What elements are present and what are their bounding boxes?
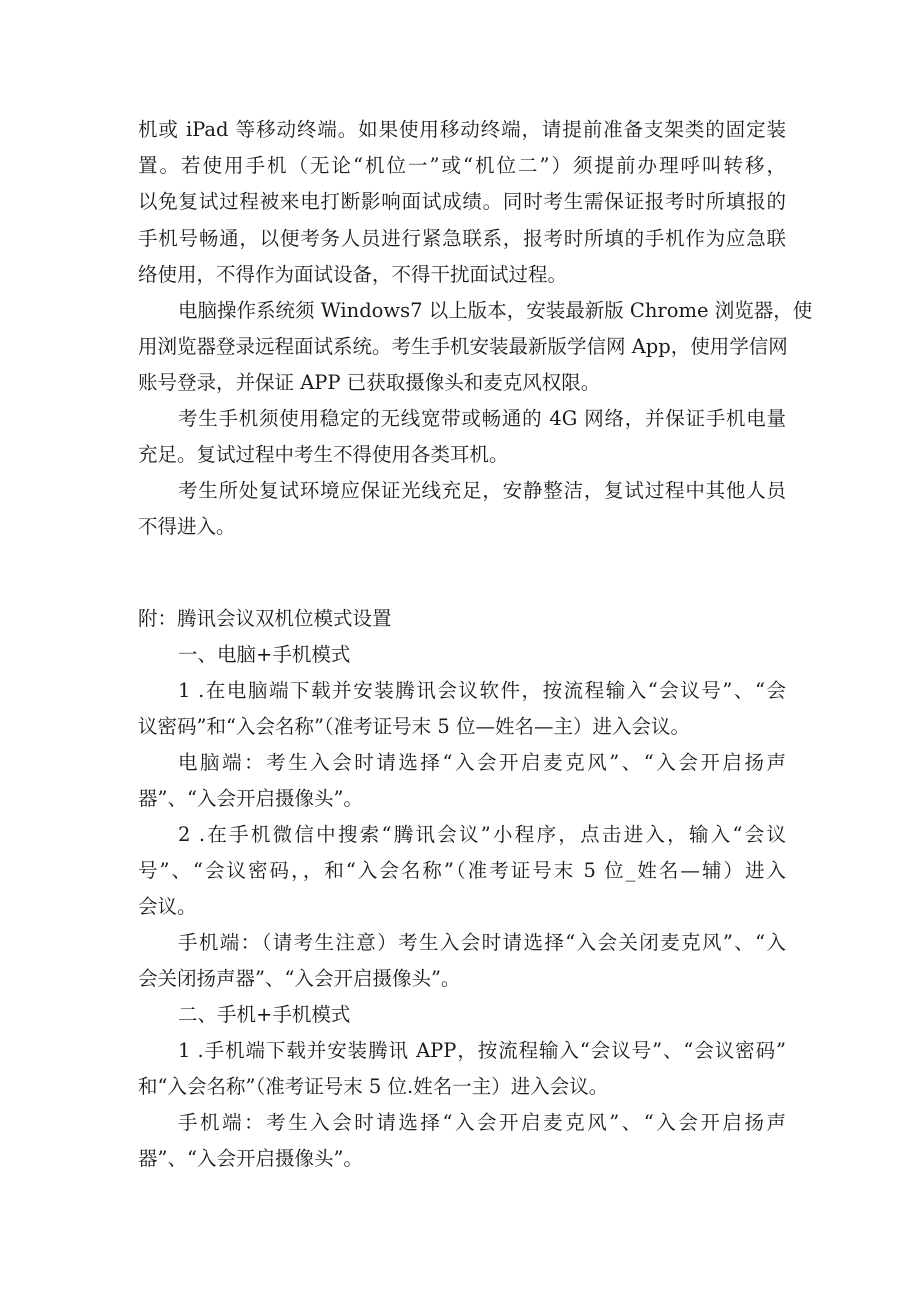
text-line: 置。若使用手机（无论“机位一”或“机位二”）须提前办理呼叫转移， <box>138 154 786 177</box>
text-line: 考生手机须使用稳定的无线宽带或畅通的 4G 网络，并保证手机电量 <box>178 407 786 430</box>
text-line: 手机端：（请考生注意）考生入会时请选择“入会关闭麦克风”、“入 <box>178 931 786 954</box>
text-line: 以免复试过程被来电打断影响面试成绩。同时考生需保证报考时所填报的 <box>138 190 786 213</box>
text-line: 会议。 <box>138 895 197 918</box>
text-line: 1 .手机端下载并安装腾讯 APP，按流程输入“会议号”、“会议密码” <box>178 1039 786 1062</box>
text-line: 络使用，不得作为面试设备，不得干扰面试过程。 <box>138 263 568 286</box>
text-line: 手机端：考生入会时请选择“入会开启麦克风”、“入会开启扬声 <box>178 1111 786 1134</box>
text-line: 账号登录，并保证 APP 已获取摄像头和麦克风权限。 <box>138 371 601 394</box>
text-line: 号”、“会议密码，，和“入会名称”（准考证号末 5 位_姓名—辅）进入 <box>138 859 786 882</box>
text-line: 2 .在手机微信中搜索“腾讯会议”小程序，点击进入，输入“会议 <box>178 823 786 846</box>
text-line: 机或 iPad 等移动终端。如果使用移动终端，请提前准备支架类的固定装 <box>138 118 786 141</box>
section-heading-pc-phone: 一、电脑+手机模式 <box>178 643 351 666</box>
text-line: 电脑操作系统须 Windows7 以上版本，安装最新版 Chrome 浏览器，使 <box>178 299 813 322</box>
text-line: 器”、“入会开启摄像头”。 <box>138 1147 363 1170</box>
text-line: 电脑端：考生入会时请选择“入会开启麦克风”、“入会开启扬声 <box>178 751 786 774</box>
text-line: 器”、“入会开启摄像头”。 <box>138 787 363 810</box>
text-line: 用浏览器登录远程面试系统。考生手机安装最新版学信网 App，使用学信网 <box>138 335 788 358</box>
text-line: 充足。复试过程中考生不得使用各类耳机。 <box>138 443 509 466</box>
appendix-title: 附：腾讯会议双机位模式设置 <box>138 607 392 630</box>
text-line: 手机号畅通，以便考务人员进行紧急联系，报考时所填的手机作为应急联 <box>138 227 786 250</box>
text-line: 考生所处复试环境应保证光线充足，安静整洁，复试过程中其他人员 <box>178 479 786 502</box>
text-line: 不得进入。 <box>138 515 236 538</box>
text-line: 会关闭扬声器”、“入会开启摄像头”。 <box>138 967 461 990</box>
text-line: 和“入会名称”（准考证号末 5 位.姓名一主）进入会议。 <box>138 1075 609 1098</box>
text-line: 议密码”和“入会名称”（准考证号末 5 位—姓名—主）进入会议。 <box>138 715 690 738</box>
section-heading-phone-phone: 二、手机+手机模式 <box>178 1003 351 1026</box>
text-line: 1 .在电脑端下载并安装腾讯会议软件，按流程输入“会议号”、“会 <box>178 679 786 702</box>
